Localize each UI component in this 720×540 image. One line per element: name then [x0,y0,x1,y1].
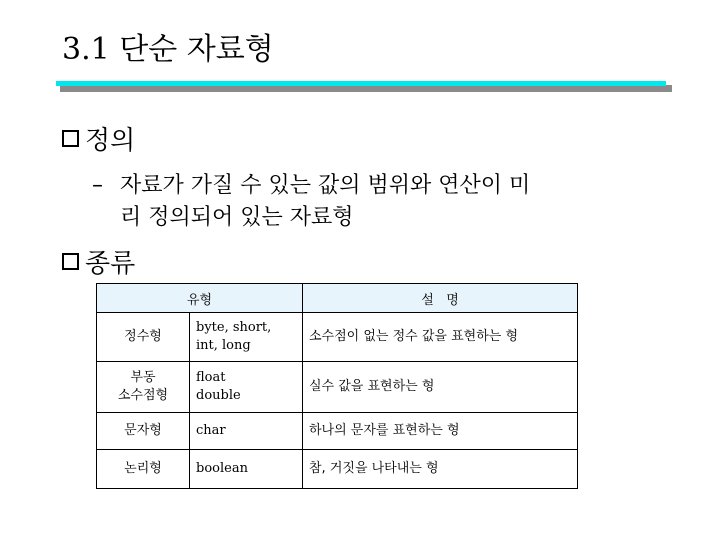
types-cell: byte, short, int, long [190,313,303,362]
table-row [97,362,578,413]
types-cell: boolean [190,450,303,489]
table-row [97,413,578,450]
table-header-row [97,284,578,313]
category-cell: 정수형 [97,313,190,362]
description-cell: 소수점이 없는 정수 값을 표현하는 형 [303,313,578,362]
category-cell: 문자형 [97,413,190,450]
description-cell: 참, 거짓을 나타내는 형 [303,450,578,489]
bullet-kinds [62,243,135,280]
title-rule [56,81,666,86]
title-rule-shadow [60,85,672,92]
table-row [97,313,578,362]
bullet-definition [62,120,135,157]
category-cell: 부동 소수점형 [97,362,190,413]
square-bullet-icon [62,130,79,147]
definition-text [92,170,530,234]
definition-line-1: 자료가 가질 수 있는 값의 범위와 연산이 미 [120,173,531,198]
types-cell: char [190,413,303,450]
types-cell: float double [190,362,303,413]
definition-line-2: 리 정의되어 있는 자료형 [120,205,354,230]
header-description: 설 명 [303,284,578,313]
bullet-label: 종류 [85,249,136,279]
square-bullet-icon [62,253,79,270]
types-table [96,283,578,489]
dash-icon: – [92,173,103,198]
slide-title: 3.1 단순 자료형 [62,32,274,67]
category-cell: 논리형 [97,450,190,489]
bullet-label: 정의 [85,126,136,156]
header-type: 유형 [97,284,303,313]
table-row [97,450,578,489]
description-cell: 실수 값을 표현하는 형 [303,362,578,413]
description-cell: 하나의 문자를 표현하는 형 [303,413,578,450]
